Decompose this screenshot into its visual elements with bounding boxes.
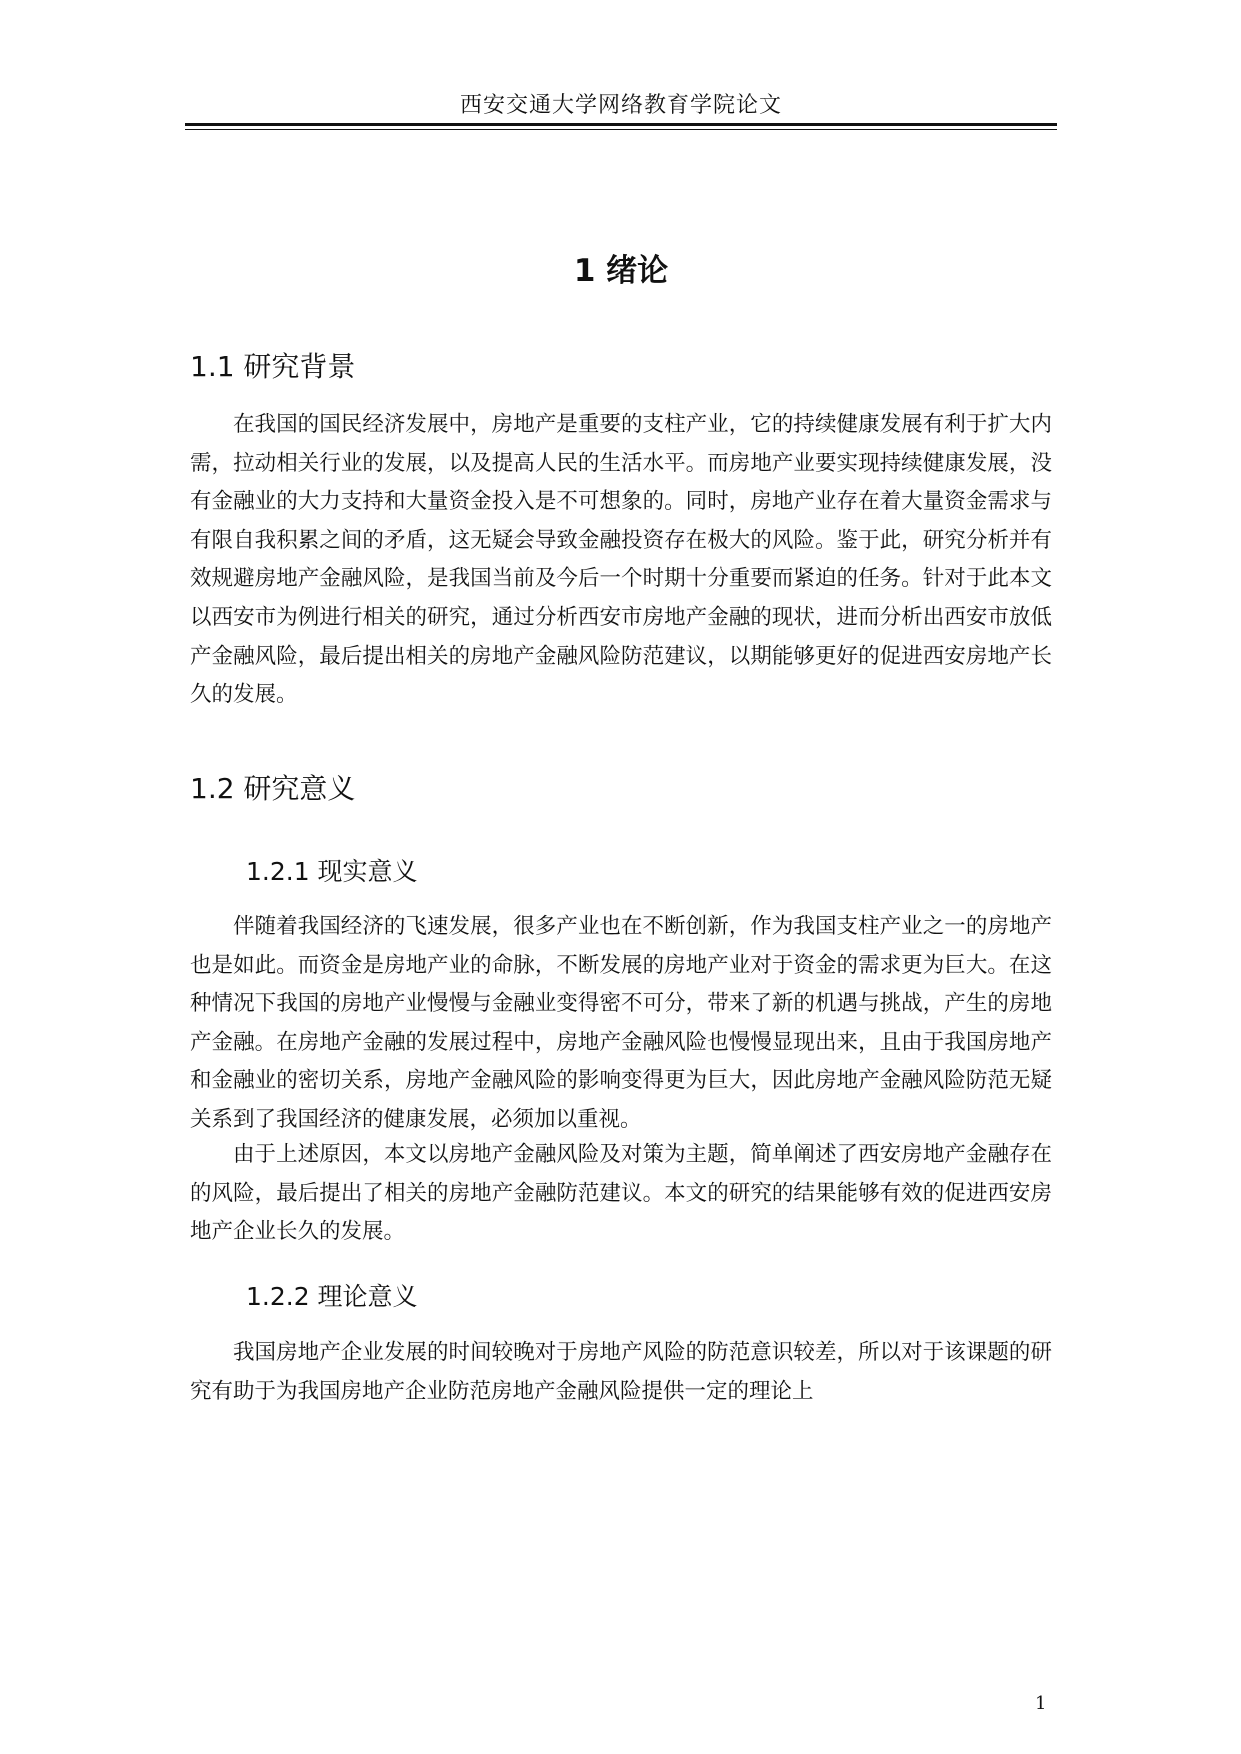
section-heading-1-1: 1.1 研究背景 [190,350,356,383]
paragraph-practical-significance-1: 伴随着我国经济的飞速发展，很多产业也在不断创新，作为我国支柱产业之一的房地产也是如此。而资金是房地产业的命脉，不断发展的房地产业对于资金的需求更为巨大。在这种情况下我国的房地产业慢慢与金融业变得密不可分，带来了新的机遇与挑战，产生的房地产金融。在房地产金融的发展过程中，房地产金融风险也慢慢显现出来，且由于我国房地产和金融业的密切关系，房地产金融风险的影响变得更为巨大，因此房地产金融风险防范无疑关系到了我国经济的健康发展，必须加以重视。 [190,914,1052,1132]
subsection-heading-1-2-1: 1.2.1 现实意义 [246,857,418,886]
paragraph-theoretical-significance: 我国房地产企业发展的时间较晚对于房地产风险的防范意识较差，所以对于该课题的研究有助于为我国房地产企业防范房地产金融风险提供一定的理论上 [190,1340,1052,1404]
running-header: 西安交通大学网络教育学院论文 [459,93,782,118]
paragraph-practical-significance-2: 由于上述原因，本文以房地产金融风险及对策为主题，简单阐述了西安房地产金融存在的风险，最后提出了相关的房地产金融防范建议。本文的研究的结果能够有效的促进西安房地产企业长久的发展。 [190,1142,1052,1245]
section-heading-1-2: 1.2 研究意义 [190,772,356,805]
chapter-title: 1 绪论 [573,253,669,289]
header-double-rule [185,123,1057,130]
paragraph-research-background: 在我国的国民经济发展中，房地产是重要的支柱产业，它的持续健康发展有利于扩大内需，拉动相关行业的发展，以及提高人民的生活水平。而房地产业要实现持续健康发展，没有金融业的大力支持和大量资金投入是不可想象的。同时，房地产业存在着大量资金需求与有限自我积累之间的矛盾，这无疑会导致金融投资存在极大的风险。鉴于此，研究分析并有效规避房地产金融风险，是我国当前及今后一个时期十分重要而紧迫的任务。针对于此本文以西安市为例进行相关的研究，通过分析西安市房地产金融的现状，进而分析出西安市放低产金融风险，最后提出相关的房地产金融风险防范建议，以期能够更好的促进西安房地产长久的发展。 [190,412,1052,708]
page-number: 1 [1035,1693,1047,1714]
subsection-heading-1-2-2: 1.2.2 理论意义 [246,1282,418,1311]
